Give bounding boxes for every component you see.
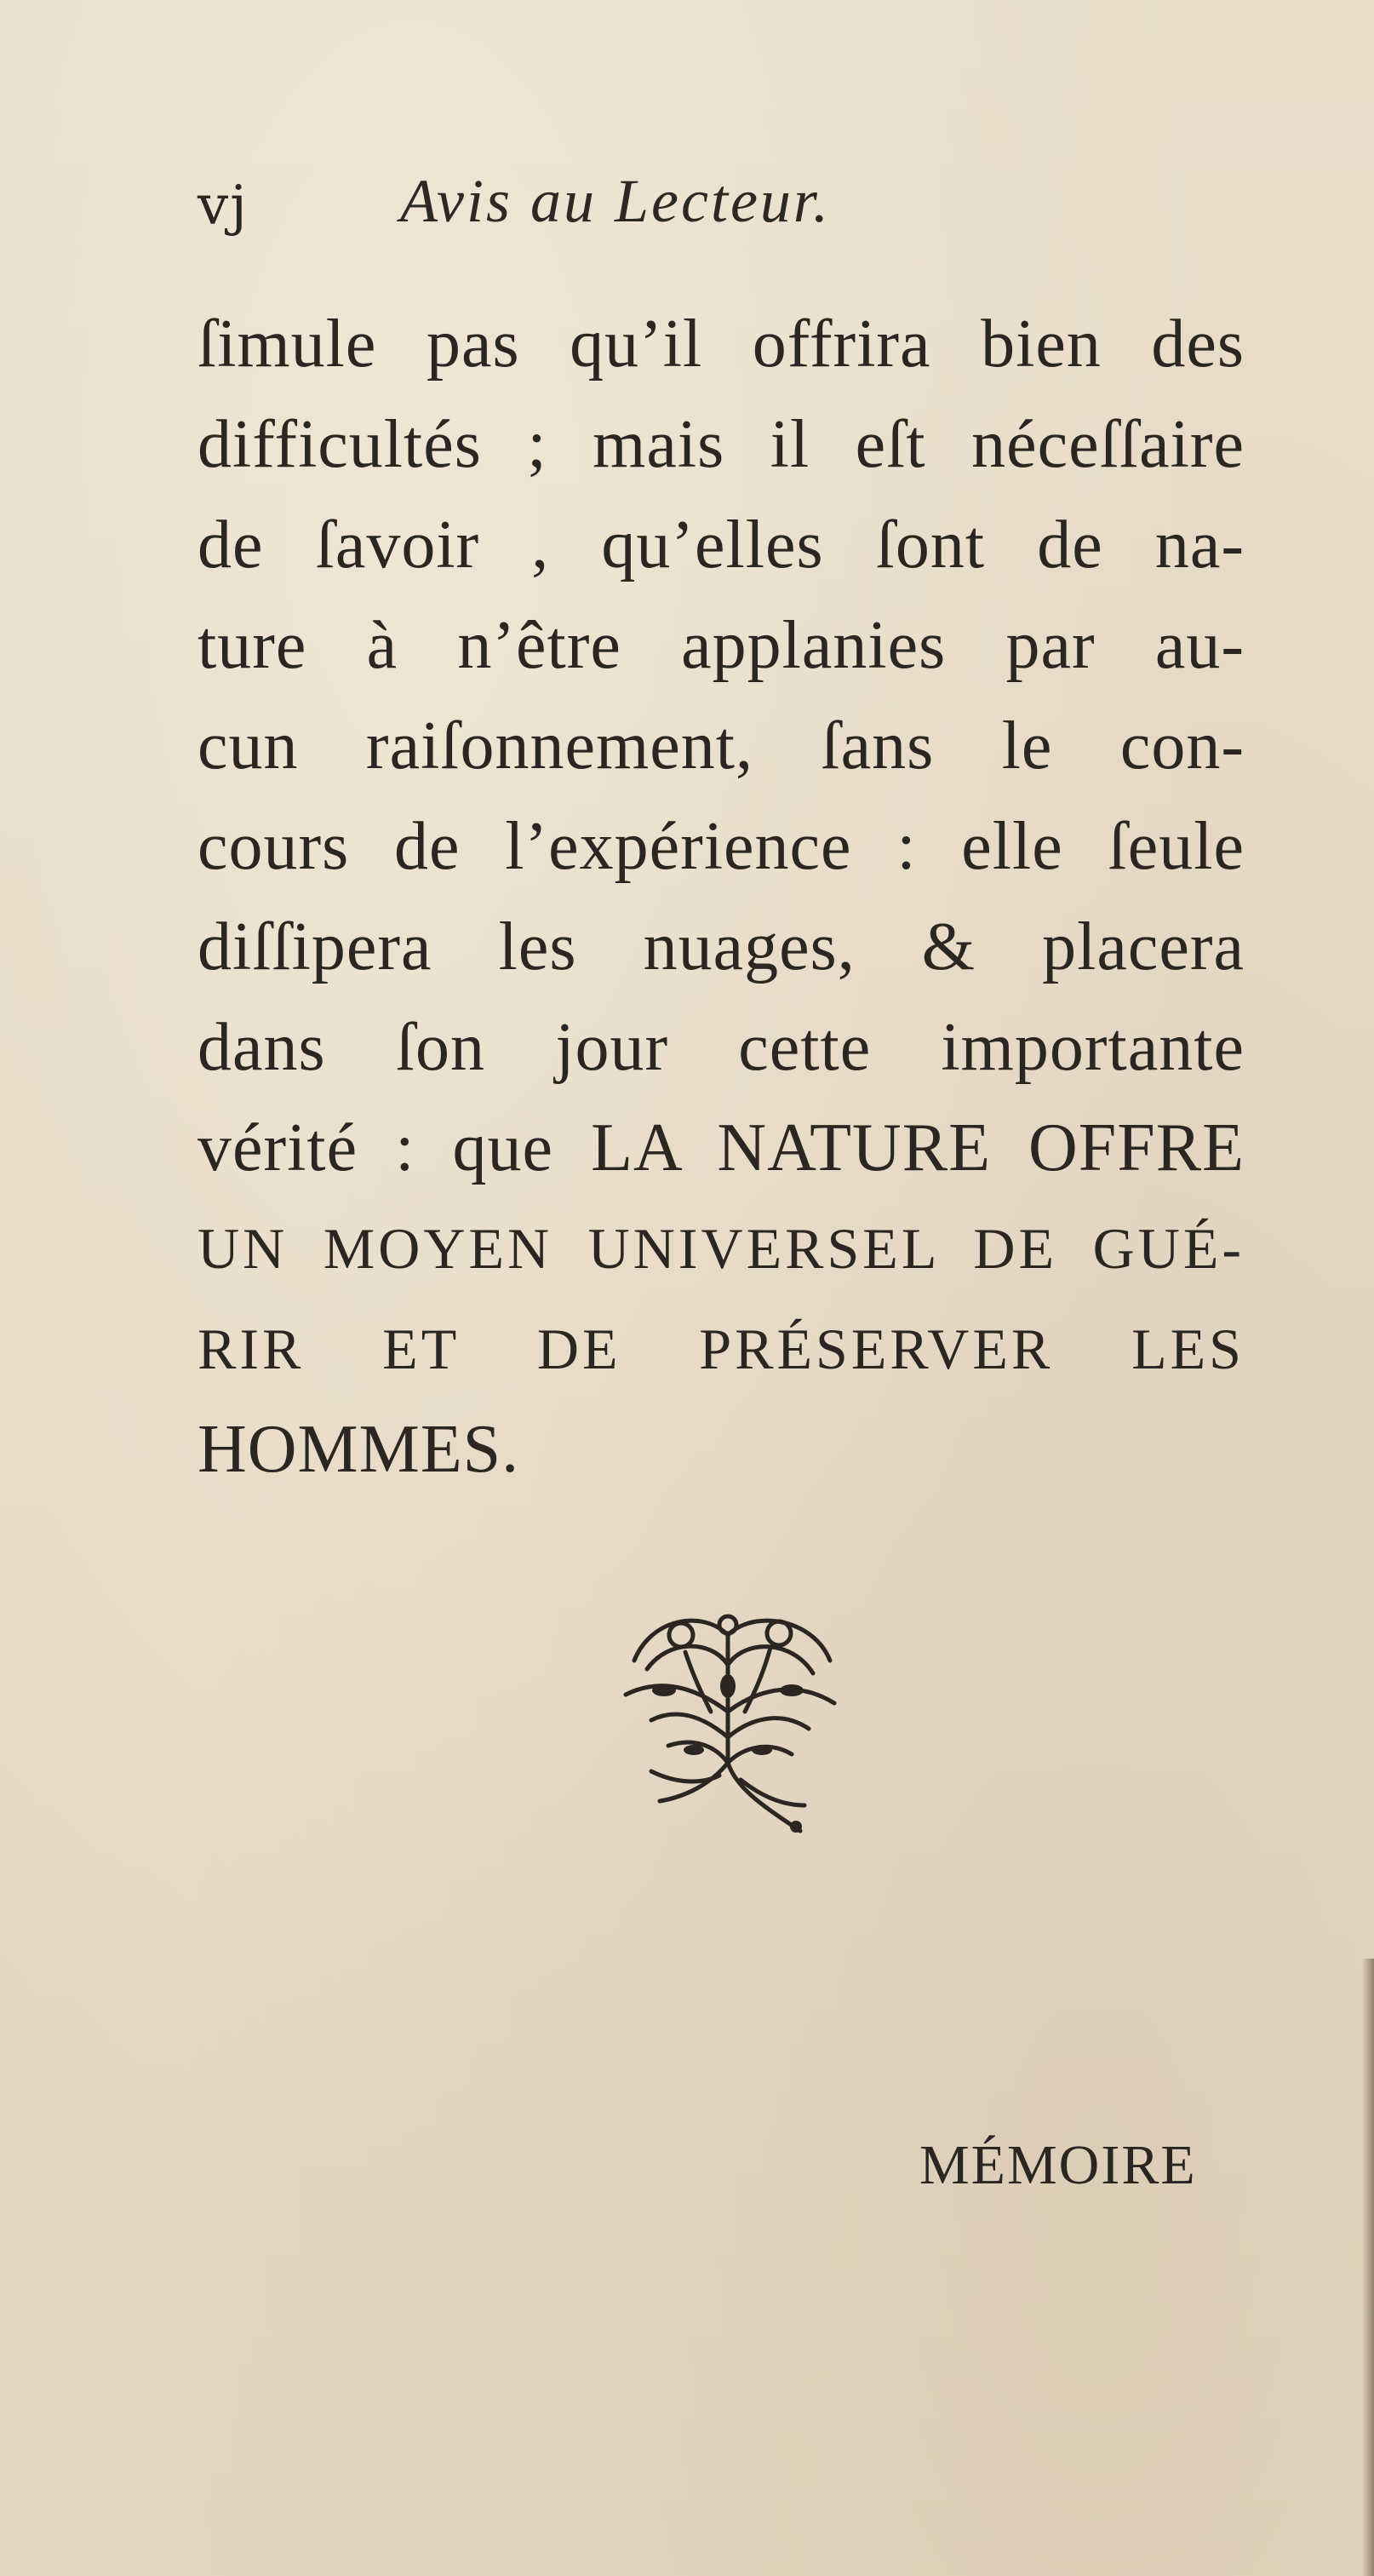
text-line: cours de l’expérience : elle ſeule <box>198 809 1245 884</box>
text-line: diſſipera les nuages, & placera <box>198 909 1245 984</box>
text-line: UN MOYEN UNIVERSEL DE GUÉ- <box>198 1216 1245 1281</box>
catchword: MÉMOIRE <box>919 2134 1197 2196</box>
page-header <box>0 166 1374 260</box>
body-text <box>198 294 1245 1500</box>
running-head: Avis au Lecteur. <box>400 167 831 235</box>
page-edge-shadow <box>1362 1959 1374 2576</box>
text-line: ſimule pas qu’il offrira bien des <box>198 307 1245 382</box>
text-line: ture à n’être applanies par au- <box>198 608 1245 683</box>
text-line: dans ſon jour cette importante <box>198 1010 1245 1085</box>
text-line: difficultés ; mais il eſt néceſſaire <box>198 407 1245 482</box>
text-line: cun raiſonnement, ſans le con- <box>198 709 1245 783</box>
text-line: HOMMES. <box>198 1412 520 1487</box>
text-line: vérité : que LA NATURE OFFRE <box>198 1110 1245 1185</box>
floral-vignette-icon <box>600 1601 856 1848</box>
page-number: vj <box>198 175 249 238</box>
text-line: de ſavoir , qu’elles ſont de na- <box>198 508 1245 582</box>
text-line: RIR ET DE PRÉSERVER LES <box>198 1317 1245 1381</box>
